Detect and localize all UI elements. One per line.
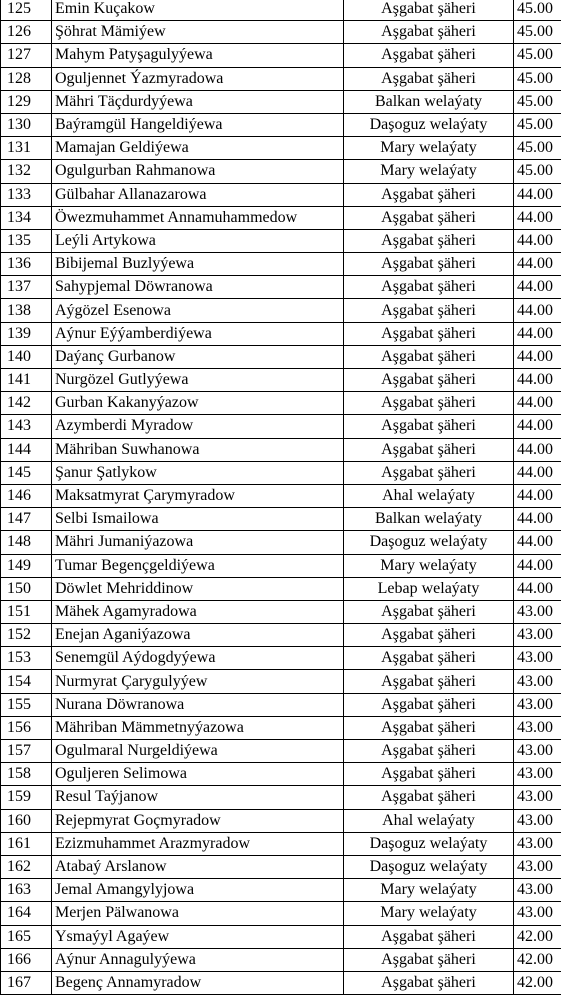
row-number-cell: 164 — [1, 902, 52, 925]
student-name-cell: Azymberdi Myradow — [52, 415, 344, 438]
score-cell: 44.00 — [514, 369, 561, 392]
region-cell: Aşgabat şäheri — [344, 44, 514, 67]
table-row — [1, 716, 561, 739]
table-row — [1, 67, 561, 90]
region-cell: Daşoguz welaýaty — [344, 832, 514, 855]
score-cell: 44.00 — [514, 392, 561, 415]
row-number-cell: 129 — [1, 90, 52, 113]
row-number-cell: 162 — [1, 855, 52, 878]
row-number-cell: 143 — [1, 415, 52, 438]
student-name-cell: Oguljennet Ýazmyradowa — [52, 67, 344, 90]
table-row — [1, 276, 561, 299]
table-row — [1, 322, 561, 345]
region-cell: Aşgabat şäheri — [344, 253, 514, 276]
region-cell: Aşgabat şäheri — [344, 716, 514, 739]
score-cell: 42.00 — [514, 925, 561, 948]
table-row — [1, 508, 561, 531]
score-cell: 43.00 — [514, 600, 561, 623]
region-cell: Aşgabat şäheri — [344, 693, 514, 716]
student-name-cell: Mähri Täçdurdyýewa — [52, 90, 344, 113]
row-number-cell: 125 — [1, 0, 52, 21]
row-number-cell: 167 — [1, 971, 52, 994]
region-cell: Ahal welaýaty — [344, 484, 514, 507]
table-row — [1, 392, 561, 415]
region-cell: Aşgabat şäheri — [344, 647, 514, 670]
table-row — [1, 160, 561, 183]
region-cell: Aşgabat şäheri — [344, 786, 514, 809]
region-cell: Aşgabat şäheri — [344, 600, 514, 623]
score-cell: 45.00 — [514, 0, 561, 21]
region-cell: Aşgabat şäheri — [344, 276, 514, 299]
region-cell: Aşgabat şäheri — [344, 0, 514, 21]
student-name-cell: Maksatmyrat Çarymyradow — [52, 484, 344, 507]
table-row — [1, 624, 561, 647]
table-row — [1, 647, 561, 670]
score-cell: 43.00 — [514, 647, 561, 670]
region-cell: Mary welaýaty — [344, 902, 514, 925]
row-number-cell: 147 — [1, 508, 52, 531]
score-cell: 44.00 — [514, 554, 561, 577]
student-name-cell: Aýgözel Esenowa — [52, 299, 344, 322]
row-number-cell: 145 — [1, 461, 52, 484]
row-number-cell: 126 — [1, 21, 52, 44]
score-cell: 44.00 — [514, 438, 561, 461]
row-number-cell: 157 — [1, 740, 52, 763]
score-cell: 43.00 — [514, 740, 561, 763]
row-number-cell: 136 — [1, 253, 52, 276]
score-cell: 45.00 — [514, 160, 561, 183]
score-cell: 44.00 — [514, 415, 561, 438]
table-row — [1, 763, 561, 786]
region-cell: Lebap welaýaty — [344, 577, 514, 600]
table-row — [1, 345, 561, 368]
row-number-cell: 141 — [1, 369, 52, 392]
region-cell: Aşgabat şäheri — [344, 67, 514, 90]
row-number-cell: 139 — [1, 322, 52, 345]
score-cell: 43.00 — [514, 855, 561, 878]
table-row — [1, 183, 561, 206]
region-cell: Aşgabat şäheri — [344, 206, 514, 229]
score-cell: 43.00 — [514, 786, 561, 809]
region-cell: Aşgabat şäheri — [344, 183, 514, 206]
student-name-cell: Mähri Jumaniýazowa — [52, 531, 344, 554]
table-row — [1, 253, 561, 276]
region-cell: Mary welaýaty — [344, 137, 514, 160]
student-name-cell: Leýli Artykowa — [52, 229, 344, 252]
score-cell: 43.00 — [514, 716, 561, 739]
score-cell: 43.00 — [514, 624, 561, 647]
table-row — [1, 44, 561, 67]
student-name-cell: Ysmaýyl Agaýew — [52, 925, 344, 948]
region-cell: Aşgabat şäheri — [344, 322, 514, 345]
table-row — [1, 832, 561, 855]
score-cell: 45.00 — [514, 44, 561, 67]
student-name-cell: Oguljeren Selimowa — [52, 763, 344, 786]
table-row — [1, 484, 561, 507]
table-row — [1, 299, 561, 322]
score-cell: 43.00 — [514, 693, 561, 716]
score-cell: 44.00 — [514, 531, 561, 554]
table-row — [1, 670, 561, 693]
score-cell: 44.00 — [514, 253, 561, 276]
row-number-cell: 148 — [1, 531, 52, 554]
table-row — [1, 809, 561, 832]
region-cell: Aşgabat şäheri — [344, 299, 514, 322]
region-cell: Aşgabat şäheri — [344, 392, 514, 415]
region-cell: Mary welaýaty — [344, 879, 514, 902]
student-name-cell: Tumar Begençgeldiýewa — [52, 554, 344, 577]
row-number-cell: 160 — [1, 809, 52, 832]
student-name-cell: Atabaý Arslanow — [52, 855, 344, 878]
score-cell: 44.00 — [514, 577, 561, 600]
table-row — [1, 879, 561, 902]
region-cell: Aşgabat şäheri — [344, 740, 514, 763]
student-name-cell: Nurmyrat Çarygulyýew — [52, 670, 344, 693]
student-name-cell: Sahypjemal Döwranowa — [52, 276, 344, 299]
row-number-cell: 144 — [1, 438, 52, 461]
table-row — [1, 855, 561, 878]
table-row — [1, 206, 561, 229]
row-number-cell: 146 — [1, 484, 52, 507]
row-number-cell: 140 — [1, 345, 52, 368]
score-cell: 42.00 — [514, 971, 561, 994]
region-cell: Aşgabat şäheri — [344, 763, 514, 786]
region-cell: Aşgabat şäheri — [344, 21, 514, 44]
score-cell: 42.00 — [514, 948, 561, 971]
row-number-cell: 152 — [1, 624, 52, 647]
student-name-cell: Nurana Döwranowa — [52, 693, 344, 716]
row-number-cell: 149 — [1, 554, 52, 577]
student-name-cell: Jemal Amangylyjowa — [52, 879, 344, 902]
table-row — [1, 0, 561, 21]
row-number-cell: 166 — [1, 948, 52, 971]
table-row — [1, 902, 561, 925]
row-number-cell: 150 — [1, 577, 52, 600]
student-name-cell: Mamajan Geldiýewa — [52, 137, 344, 160]
table-row — [1, 786, 561, 809]
student-name-cell: Baýramgül Hangeldiýewa — [52, 113, 344, 136]
region-cell: Aşgabat şäheri — [344, 369, 514, 392]
student-name-cell: Enejan Aganiýazowa — [52, 624, 344, 647]
row-number-cell: 142 — [1, 392, 52, 415]
student-name-cell: Merjen Pälwanowa — [52, 902, 344, 925]
student-name-cell: Şöhrat Mämiýew — [52, 21, 344, 44]
score-cell: 44.00 — [514, 508, 561, 531]
score-cell: 43.00 — [514, 763, 561, 786]
table-row — [1, 740, 561, 763]
score-cell: 45.00 — [514, 137, 561, 160]
student-name-cell: Nurgözel Gutlyýewa — [52, 369, 344, 392]
region-cell: Mary welaýaty — [344, 554, 514, 577]
student-name-cell: Resul Taýjanow — [52, 786, 344, 809]
row-number-cell: 131 — [1, 137, 52, 160]
student-name-cell: Senemgül Aýdogdyýewa — [52, 647, 344, 670]
student-name-cell: Selbi Ismailowa — [52, 508, 344, 531]
student-name-cell: Daýanç Gurbanow — [52, 345, 344, 368]
row-number-cell: 133 — [1, 183, 52, 206]
student-name-cell: Bibijemal Buzlyýewa — [52, 253, 344, 276]
results-table-body — [1, 0, 561, 995]
region-cell: Aşgabat şäheri — [344, 971, 514, 994]
table-row — [1, 90, 561, 113]
table-row — [1, 461, 561, 484]
table-row — [1, 554, 561, 577]
student-name-cell: Mähriban Suwhanowa — [52, 438, 344, 461]
table-row — [1, 971, 561, 994]
row-number-cell: 163 — [1, 879, 52, 902]
region-cell: Mary welaýaty — [344, 160, 514, 183]
student-name-cell: Mahym Patyşagulyýewa — [52, 44, 344, 67]
table-row — [1, 229, 561, 252]
row-number-cell: 161 — [1, 832, 52, 855]
region-cell: Aşgabat şäheri — [344, 461, 514, 484]
student-name-cell: Şanur Şatlykow — [52, 461, 344, 484]
table-row — [1, 577, 561, 600]
score-cell: 43.00 — [514, 879, 561, 902]
score-cell: 44.00 — [514, 461, 561, 484]
row-number-cell: 158 — [1, 763, 52, 786]
row-number-cell: 137 — [1, 276, 52, 299]
row-number-cell: 130 — [1, 113, 52, 136]
score-cell: 43.00 — [514, 670, 561, 693]
row-number-cell: 154 — [1, 670, 52, 693]
score-cell: 44.00 — [514, 345, 561, 368]
row-number-cell: 127 — [1, 44, 52, 67]
region-cell: Aşgabat şäheri — [344, 229, 514, 252]
row-number-cell: 153 — [1, 647, 52, 670]
student-name-cell: Ogulmaral Nurgeldiýewa — [52, 740, 344, 763]
score-cell: 43.00 — [514, 902, 561, 925]
score-cell: 44.00 — [514, 276, 561, 299]
student-name-cell: Döwlet Mehriddinow — [52, 577, 344, 600]
student-name-cell: Mähriban Mämmetnyýazowa — [52, 716, 344, 739]
score-cell: 45.00 — [514, 113, 561, 136]
table-row — [1, 21, 561, 44]
table-row — [1, 113, 561, 136]
region-cell: Aşgabat şäheri — [344, 438, 514, 461]
score-cell: 45.00 — [514, 90, 561, 113]
score-cell: 45.00 — [514, 67, 561, 90]
region-cell: Aşgabat şäheri — [344, 948, 514, 971]
score-cell: 45.00 — [514, 21, 561, 44]
score-cell: 44.00 — [514, 322, 561, 345]
region-cell: Aşgabat şäheri — [344, 925, 514, 948]
student-name-cell: Ezizmuhammet Arazmyradow — [52, 832, 344, 855]
row-number-cell: 165 — [1, 925, 52, 948]
student-name-cell: Gülbahar Allanazarowa — [52, 183, 344, 206]
student-name-cell: Ogulgurban Rahmanowa — [52, 160, 344, 183]
region-cell: Ahal welaýaty — [344, 809, 514, 832]
region-cell: Daşoguz welaýaty — [344, 531, 514, 554]
table-row — [1, 415, 561, 438]
row-number-cell: 134 — [1, 206, 52, 229]
row-number-cell: 128 — [1, 67, 52, 90]
region-cell: Daşoguz welaýaty — [344, 113, 514, 136]
table-row — [1, 137, 561, 160]
score-cell: 44.00 — [514, 299, 561, 322]
row-number-cell: 132 — [1, 160, 52, 183]
region-cell: Aşgabat şäheri — [344, 670, 514, 693]
region-cell: Aşgabat şäheri — [344, 345, 514, 368]
student-name-cell: Rejepmyrat Goçmyradow — [52, 809, 344, 832]
table-row — [1, 948, 561, 971]
student-name-cell: Emin Kuçakow — [52, 0, 344, 21]
score-cell: 44.00 — [514, 229, 561, 252]
row-number-cell: 151 — [1, 600, 52, 623]
student-name-cell: Aýnur Annagulyýewa — [52, 948, 344, 971]
score-cell: 44.00 — [514, 183, 561, 206]
score-cell: 44.00 — [514, 206, 561, 229]
student-name-cell: Öwezmuhammet Annamuhammedow — [52, 206, 344, 229]
student-name-cell: Gurban Kakanyýazow — [52, 392, 344, 415]
student-name-cell: Begenç Annamyradow — [52, 971, 344, 994]
row-number-cell: 138 — [1, 299, 52, 322]
region-cell: Aşgabat şäheri — [344, 415, 514, 438]
region-cell: Balkan welaýaty — [344, 508, 514, 531]
region-cell: Balkan welaýaty — [344, 90, 514, 113]
region-cell: Aşgabat şäheri — [344, 624, 514, 647]
table-row — [1, 369, 561, 392]
row-number-cell: 135 — [1, 229, 52, 252]
score-cell: 44.00 — [514, 484, 561, 507]
row-number-cell: 159 — [1, 786, 52, 809]
score-cell: 43.00 — [514, 832, 561, 855]
table-row — [1, 925, 561, 948]
table-row — [1, 600, 561, 623]
row-number-cell: 155 — [1, 693, 52, 716]
table-row — [1, 531, 561, 554]
score-cell: 43.00 — [514, 809, 561, 832]
student-name-cell: Aýnur Eýýamberdiýewa — [52, 322, 344, 345]
table-row — [1, 438, 561, 461]
student-name-cell: Mähek Agamyradowa — [52, 600, 344, 623]
region-cell: Daşoguz welaýaty — [344, 855, 514, 878]
row-number-cell: 156 — [1, 716, 52, 739]
table-row — [1, 693, 561, 716]
